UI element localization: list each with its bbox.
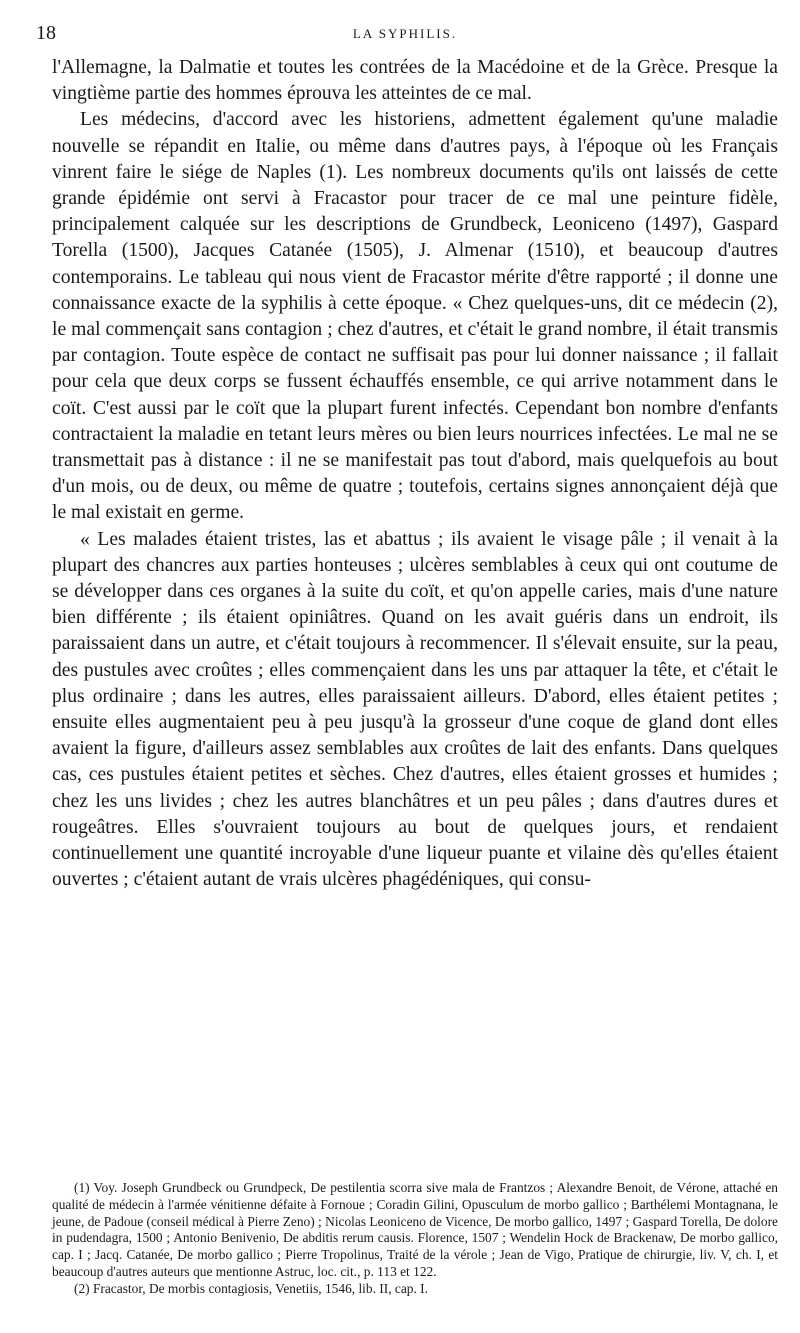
footnote-2: (2) Fracastor, De morbis contagiosis, Venetiis, 1546, lib. II, cap. I.	[74, 1280, 428, 1296]
paragraph: Les médecins, d'accord avec les historiens, admettent également qu'une maladie nouvelle se répandit en Italie, ou même dans d'autres pays, à l'époque où les Français vinrent faire le siége de Naples (1). Les nombreux documents qu'ils ont laissés de cette grande épidémie ont servi à Fracastor pour tracer de ce mal une peinture fidèle, principalement calquée sur les descriptions de Grundbeck, Leoniceno (1497), Gaspard Torella (1500), Jacques Catanée (1505), J. Almenar (1510), et beaucoup d'autres contemporains. Le tableau qui nous vient de Fracastor mérite d'être rapporté ; il donne une connaissance exacte de la syphilis à cette époque. « Chez quelques-uns, dit ce médecin (2), le mal commençait sans contagion ; chez d'autres, et c'était le grand nombre, il était transmis par contagion. Toute espèce de contact ne suffisait pas pour lui donner naissance ; il fallait pour cela que deux corps se fussent échauffés ensemble, ce qui arrive notamment dans le coït. C'est aussi par le coït que la plupart furent infectés. Cependant bon nombre d'enfants contractaient la maladie en tetant leurs mères ou bien leurs nourrices infectées. Le mal ne se transmettait pas à distance : il ne se manifestait pas tout d'abord, mais quelquefois au bout d'un mois, ou de deux, ou même de quatre ; toutefois, certains signes annonçaient déjà que le mal existait en germe.	[52, 109, 778, 524]
page-header	[36, 22, 774, 52]
paragraph-continuation: l'Allemagne, la Dalmatie et toutes les contrées de la Macédoine et de la Grèce. Presque la vingtième partie des hommes éprouva les atteintes de ce mal.	[52, 57, 778, 105]
page-number: 18	[36, 22, 56, 44]
footnote-1: (1) Voy. Joseph Grundbeck ou Grundpeck, De pestilentia scorra sive mala de Frantzos ; Alexandre Benoit, de Vérone, attaché en qualité de médecin à l'armée vénitienne défaite à Fornoue ; Coradin Gilini, Opusculum de morbo gallico ; Barthélemi Montagnana, le jeune, de Padoue (conseil médical à Pierre Zeno) ; Nicolas Leoniceno de Vicence, De morbo gallico, 1497 ; Gaspard Torella, De dolore in pudendagra, 1500 ; Antonio Benivenio, De abditis rerum causis. Florence, 1507 ; Wendelin Hock de Brackenaw, De morbo gallico, cap. I ; Jacq. Catanée, De morbo gallico ; Pierre Tropolinus, Traité de la vérole ; Jean de Vigo, Pratique de chirurgie, liv. V, ch. I, et beaucoup d'autres auteurs que mentionne Astruc, loc. cit., p. 113 et 122.	[52, 1180, 778, 1279]
running-title: LA SYPHILIS.	[352, 26, 458, 41]
footnotes	[52, 1180, 778, 1298]
main-text	[52, 55, 778, 894]
paragraph: « Les malades étaient tristes, las et abattus ; ils avaient le visage pâle ; il venait à la plupart des chancres aux parties honteuses ; ulcères semblables à ceux qui ont coutume de se développer dans ces organes à la suite du coït, et qu'on appelle caries, mais d'une nature bien différente ; ils étaient opiniâtres. Quand on les avait guéris dans un endroit, ils paraissaient dans un autre, et c'était toujours à recommencer. Il s'élevait ensuite, sur la peau, des pustules avec croûtes ; elles commençaient dans les uns par attaquer la tête, et c'était le plus ordinaire ; dans les autres, elles paraissaient ailleurs. D'abord, elles étaient petites ; ensuite elles augmentaient peu à peu jusqu'à la grosseur d'une coque de gland dont elles avaient la figure, d'ailleurs assez semblables aux croûtes de lait des enfants. Dans quelques cas, ces pustules étaient petites et sèches. Chez d'autres, elles étaient grosses et humides ; chez les uns livides ; chez les autres blanchâtres et un peu pâles ; dans d'autres dures et rougeâtres. Elles s'ouvraient toujours au bout de quelques jours, et rendaient continuellement une quantité incroyable d'une liqueur puante et vilaine dès qu'elles étaient ouvertes ; c'étaient autant de vrais ulcères phagédéniques, qui consu-	[52, 528, 778, 891]
